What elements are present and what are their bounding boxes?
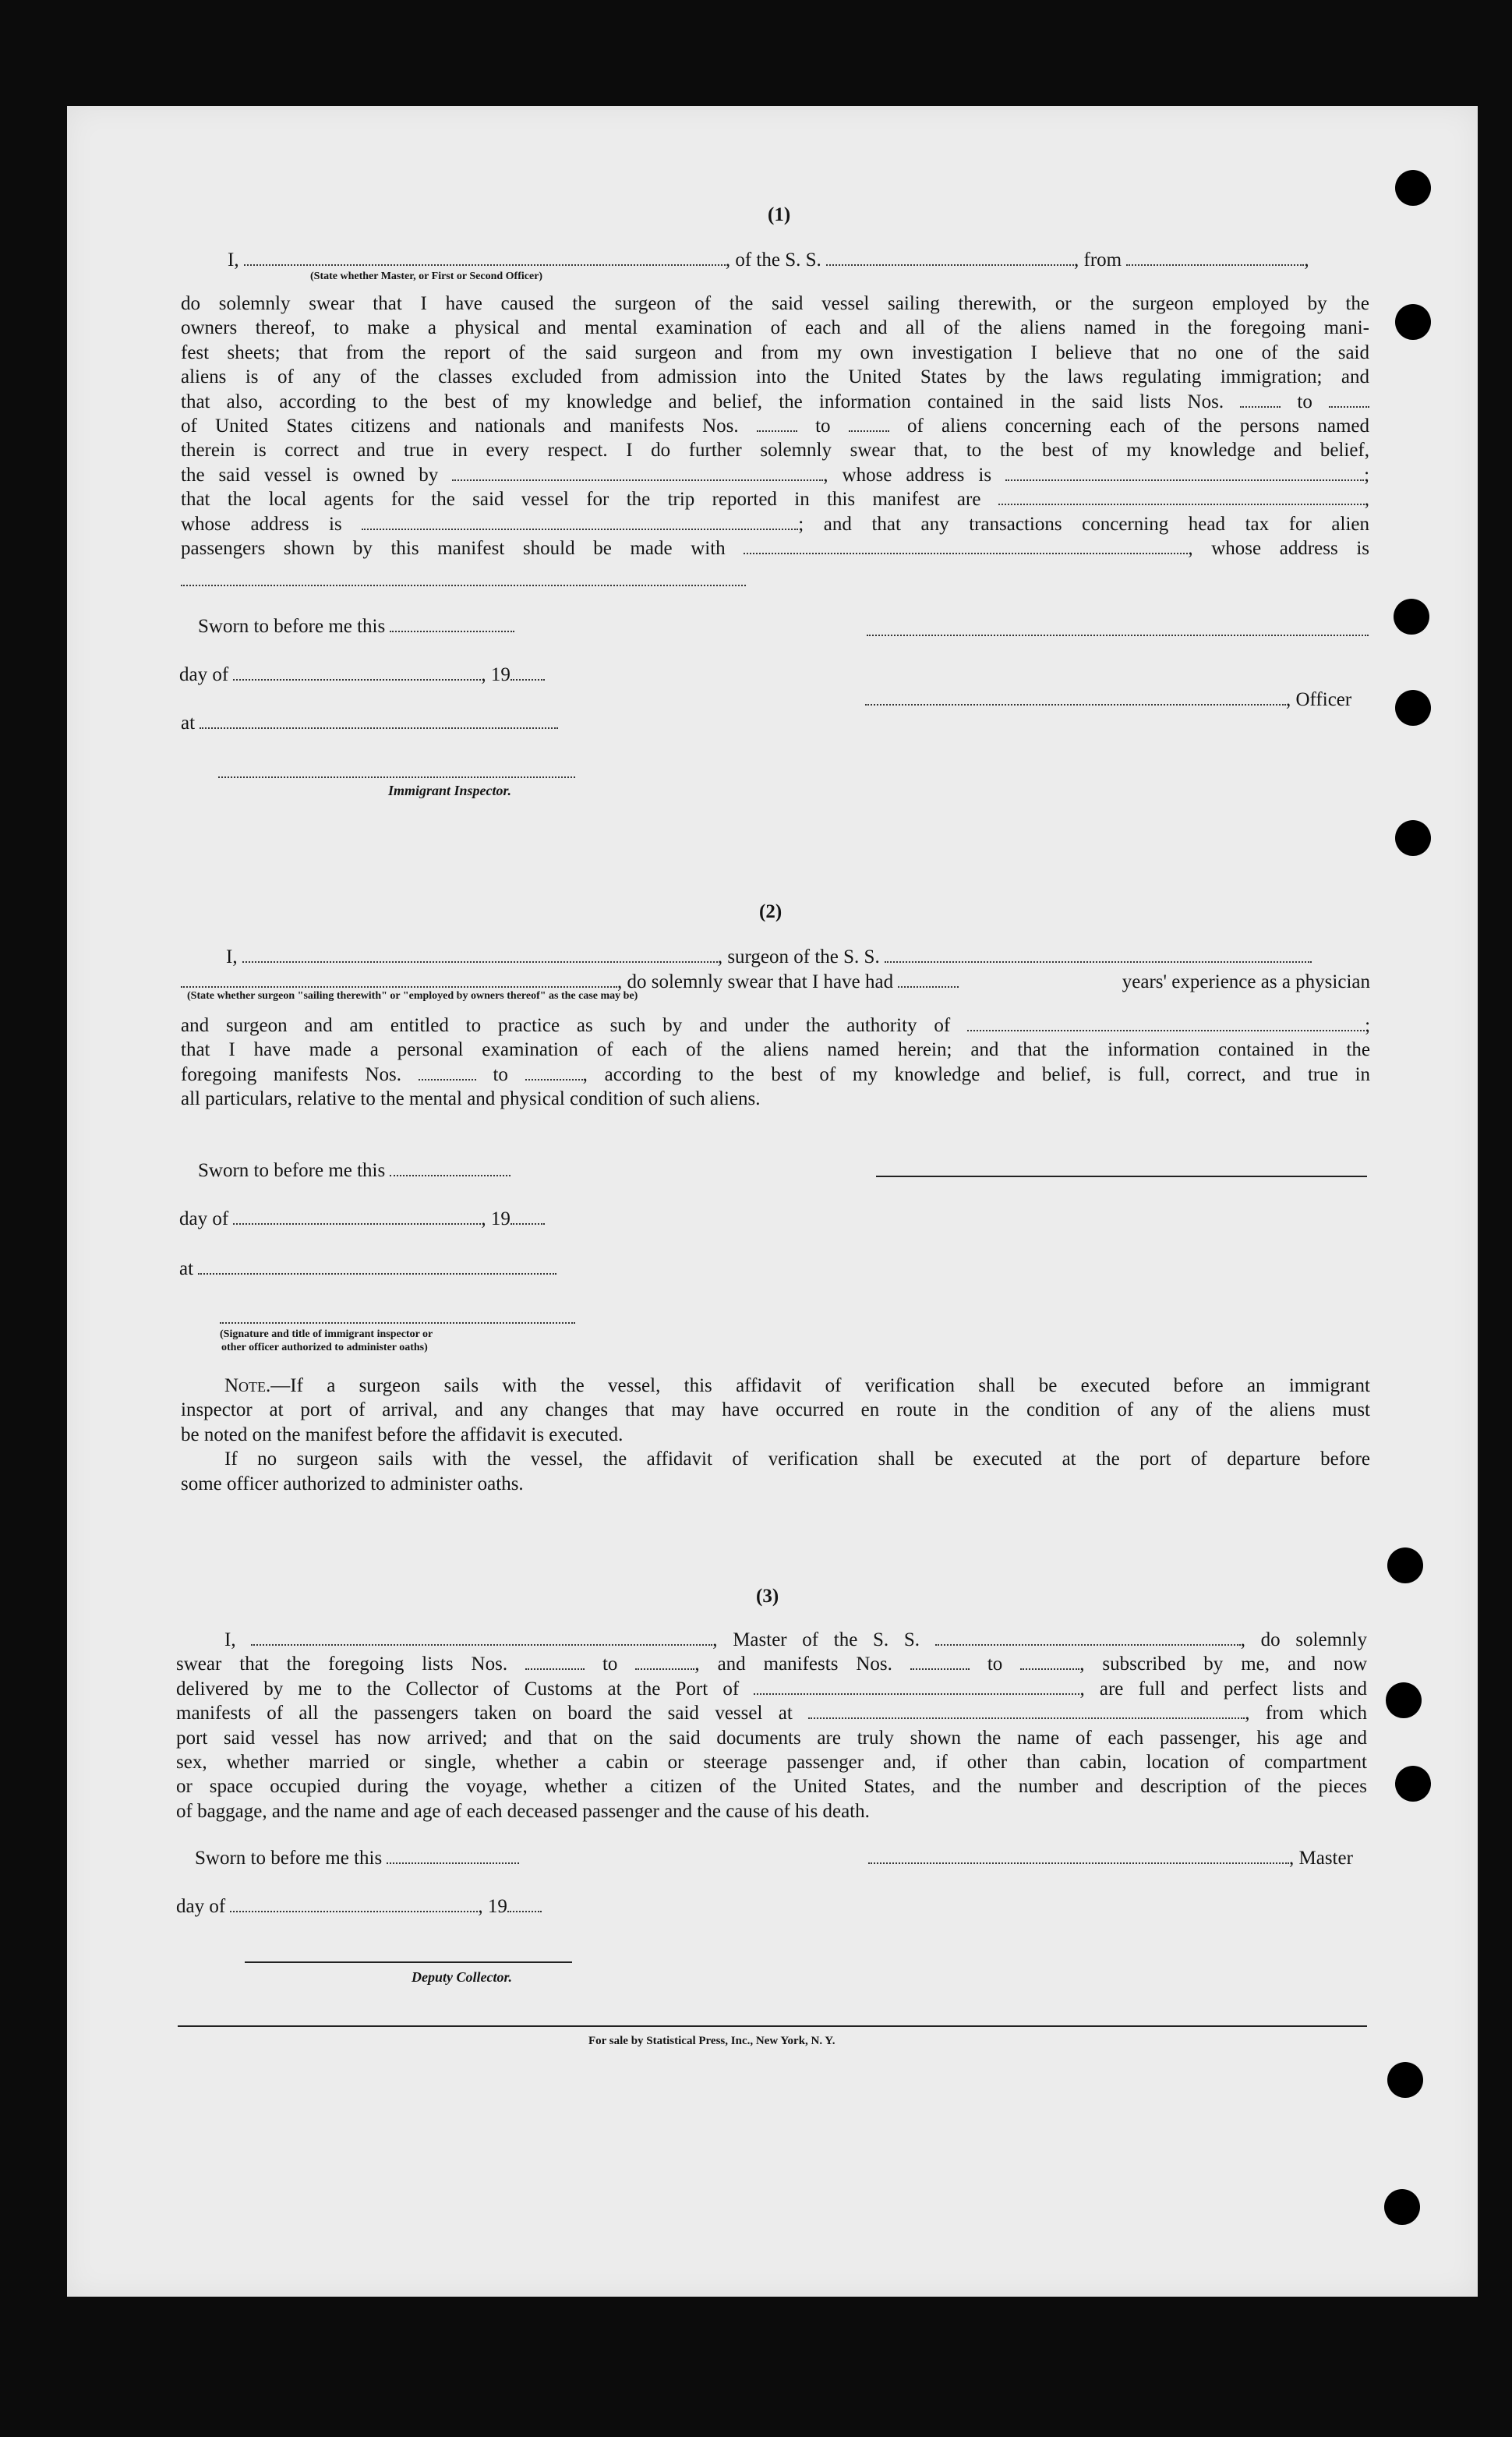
s2-at-place-field[interactable] [198,1259,556,1275]
port-of-embarkation-field[interactable] [808,1703,1245,1719]
printer-imprint: For sale by Statistical Press, Inc., New York, N. Y. [588,2035,835,2047]
punch-hole [1395,170,1431,206]
s2-sworn: Sworn to before me this [198,1158,510,1183]
head-tax-address-field[interactable] [181,585,746,586]
owner-field[interactable] [452,465,823,481]
s1-sworn: Sworn to before me this [198,614,514,638]
from-port-field[interactable] [1126,250,1304,266]
s2-sig-caption-2: other officer authorized to administer oaths) [221,1342,428,1353]
manifest-from-field[interactable] [757,416,797,432]
authority-field[interactable] [967,1016,1365,1031]
section-2-number: (2) [759,901,782,922]
surgeon-status-field[interactable] [181,972,617,988]
manifest-to-field[interactable] [849,416,889,432]
collector-signature-line[interactable] [245,1961,572,1963]
port-of-arrival-field[interactable] [754,1679,1079,1695]
punch-hole [1395,1766,1431,1802]
s1-officer-line: I, , of the S. S. , from , [228,249,1309,271]
s3-manifest-to-field[interactable] [1020,1654,1079,1670]
inspector-signature-field[interactable] [218,776,575,778]
s2-at: at [179,1257,556,1281]
s3-sworn: Sworn to before me this [195,1846,519,1870]
citizen-list-to-field[interactable] [1329,392,1369,408]
owner-address-field[interactable] [1005,465,1364,481]
at-place-field[interactable] [200,713,558,729]
s2-line1: I, , surgeon of the S. S. [226,945,1312,969]
s3-day-of-field[interactable] [230,1897,478,1912]
s1-body: do solemnly swear that I have caused the surgeon of the said vessel sailing therewith, or the surgeon employed by the owners thereof, to make a physical and mental examination of each and all of the aliens named in the foregoing mani- fest sheets; that from the report of the said surgeon and from my own investigation I believe that no one of the said aliens is of any of the classes excluded from admission into the United States by the laws regulating immigration; and that also, according to the best of my knowledge and belief, the information contained in the said lists Nos. to of United States citizens and nationals and manifests Nos. to of aliens concerning each of the persons named therein is correct and true in every respect. I do further solemnly swear that, to the best of my knowledge and belief, the said vessel is owned by , whose address is ; that the local agents for the said vessel for the trip reported in this manifest are , whose address is ; and that any transactions concerning head tax for alien passengers shown by this manifest should be made with , whose address is [181,293,1370,560]
head-tax-contact-field[interactable] [744,539,1188,554]
s2-year-field[interactable] [510,1209,545,1225]
surgeon-caption: (State whether surgeon "sailing therewith" or "employed by owners thereof" as the case may be) [187,990,638,1002]
collector-caption: Deputy Collector. [412,1969,512,1985]
s2-note: Note.—If a surgeon sails with the vessel, this affidavit of verification shall be executed before an immigrant inspector at port of arrival, and any changes that may have occurred en route in the condition of any of the aliens must be noted on the manifest before the affidavit is executed. If no surgeon sails with the vessel, the affidavit of verification shall be executed at the port of departure before some officer authorized to administer oaths. [181,1375,1370,1494]
s2-sworn-date-field[interactable] [390,1161,510,1176]
surgeon-name-field[interactable] [242,947,718,963]
s1-day-of: day of , 19 [179,663,545,687]
day-of-field[interactable] [233,665,481,681]
s3-year-field[interactable] [507,1897,542,1912]
punch-hole [1384,2189,1420,2225]
local-agents-field[interactable] [998,490,1365,505]
s3-body: I, , Master of the S. S. , do solemnly swear that the foregoing lists Nos. to , and manifests Nos. to , subscribed by me, and now delivered by me to the Collector of Customs at the Port of , are full and perfect lists and manifests of all the passengers taken on board the said vessel at , from which port said vessel has now arrived; and that on the said documents are truly shown the name of each passenger, his age and sex, whether married or single, whether a cabin or steerage passenger and, if other than cabin, location of compartment or space occupied during the voyage, whether a citizen of the United States, and the number and description of the pieces of baggage, and the name and age of each deceased passenger and the cause of his death. [176,1629,1368,1822]
years-experience-field[interactable] [898,972,959,988]
s3-master-signature: , Master [868,1846,1353,1870]
surgeon-vessel-field[interactable] [885,947,1312,963]
inspector-caption: Immigrant Inspector. [388,783,512,798]
officer-caption: (State whether Master, or First or Second Officer) [310,271,543,282]
master-signature-field[interactable] [868,1848,1289,1864]
s3-sworn-date-field[interactable] [387,1848,519,1864]
punch-hole [1387,2062,1423,2098]
s1-officer-signature: , Officer [865,688,1351,712]
citizen-list-from-field[interactable] [1240,392,1281,408]
section-3-number: (3) [756,1586,779,1607]
s1-at: at [181,711,558,735]
s3-manifest-from-field[interactable] [910,1654,970,1670]
agents-address-field[interactable] [362,515,798,530]
vessel-name-field[interactable] [826,250,1074,266]
s3-lists-to-field[interactable] [635,1654,694,1670]
s2-body: and surgeon and am entitled to practice as such by and under the authority of ; that I have made a personal examination of each of the aliens named herein; and that the information contained in the foregoing manifests Nos. to , according to the best of my knowledge and belief, is full, correct, and true in all particulars, relative to the mental and physical condition of such aliens. [181,1015,1371,1110]
s2-day-of-field[interactable] [233,1209,481,1225]
surgeon-signature-line[interactable] [876,1176,1367,1177]
s2-inspector-signature-field[interactable] [220,1322,575,1324]
punch-hole [1386,1682,1422,1718]
footer-rule [178,2025,1367,2027]
s2-day-of: day of , 19 [179,1207,545,1231]
s3-day-of: day of , 19 [176,1894,542,1919]
officer-signature-field[interactable] [865,690,1286,706]
punch-hole [1395,304,1431,340]
s3-vessel-field[interactable] [935,1630,1241,1646]
s2-manifest-from-field[interactable] [419,1065,476,1081]
s2-sig-caption-1: (Signature and title of immigrant inspector or [220,1328,433,1340]
punch-hole [1395,820,1431,856]
section-1-number: (1) [768,204,791,225]
s1-signature-line-upper[interactable] [867,635,1369,636]
officer-name-field[interactable] [244,250,726,266]
punch-hole [1395,690,1431,726]
s3-lists-from-field[interactable] [525,1654,585,1670]
sworn-date-field[interactable] [390,617,514,632]
s2-line2: , do solemnly swear that I have had years' experience as a physician [181,970,1370,994]
master-name-field[interactable] [251,1630,712,1646]
punch-hole [1387,1547,1423,1583]
s2-manifest-to-field[interactable] [525,1065,583,1081]
year-field[interactable] [510,665,545,681]
punch-hole [1394,599,1429,635]
